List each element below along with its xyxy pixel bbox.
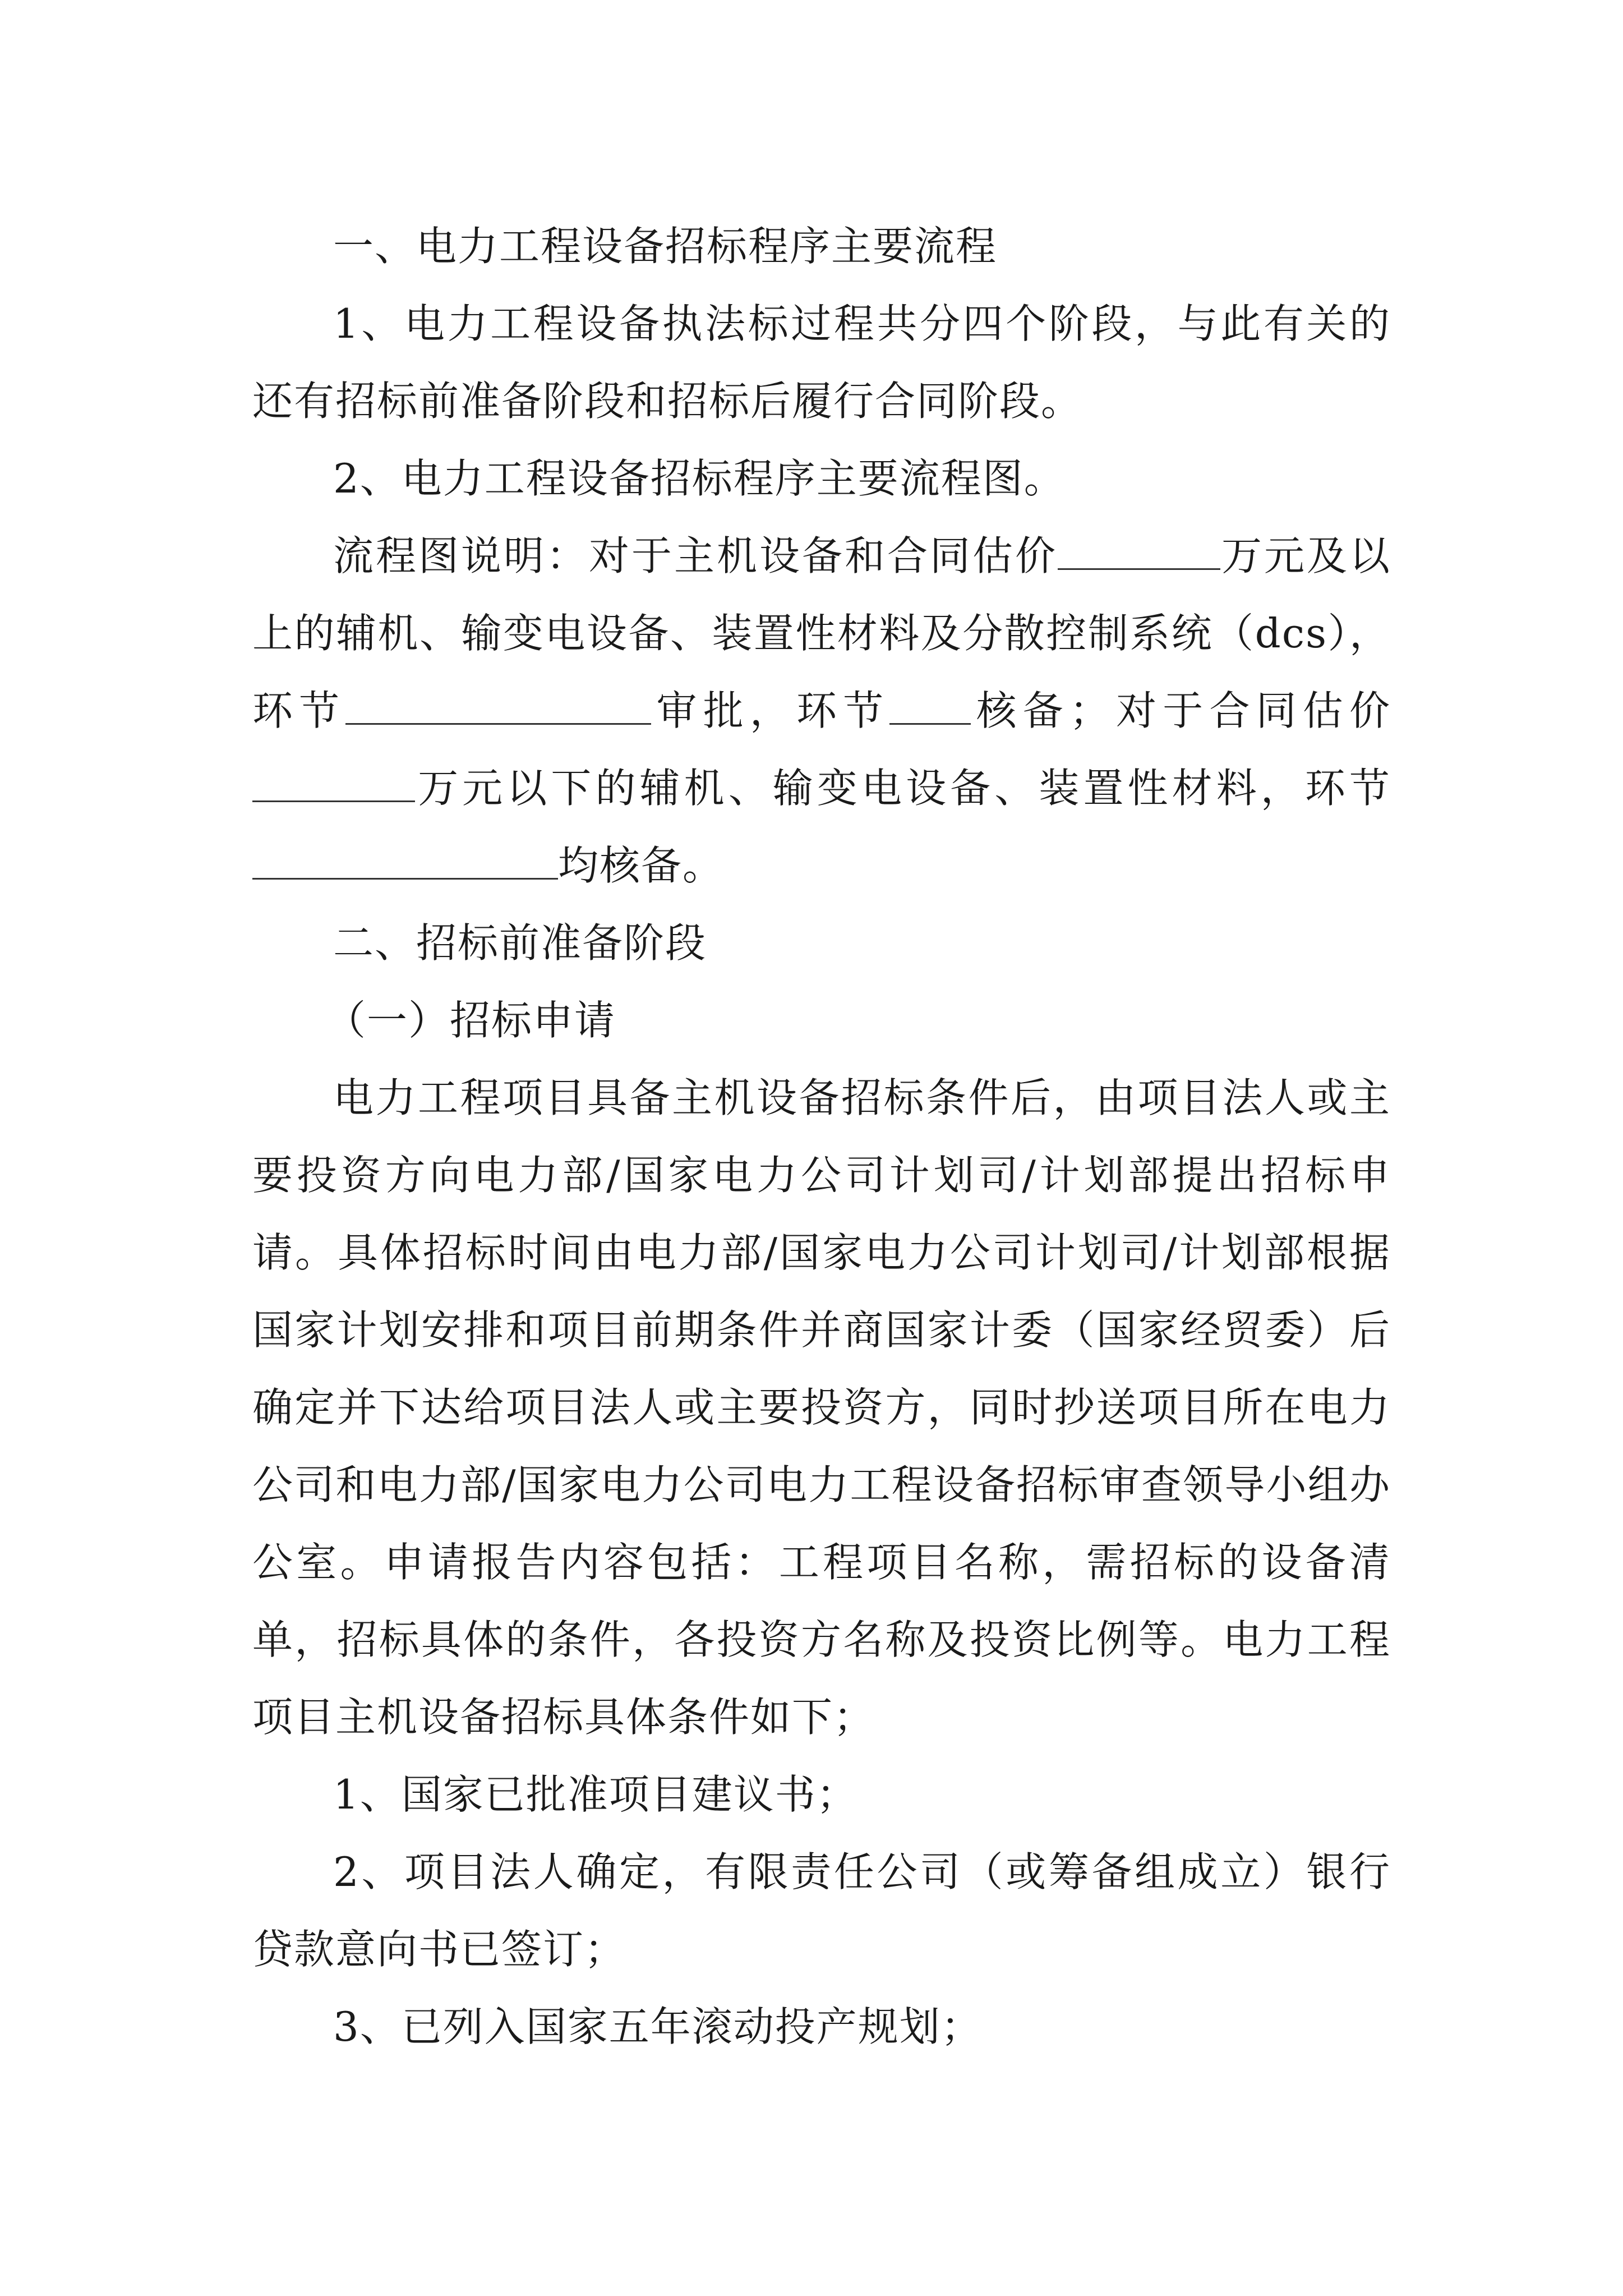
fill-blank bbox=[252, 767, 415, 802]
condition-item: 1、国家已批准项目建议书； bbox=[333, 1771, 858, 1818]
flowchart-note bbox=[252, 517, 1391, 904]
flow-note-text-4: 核备；对于合同估价 bbox=[971, 687, 1391, 734]
fill-blank bbox=[252, 844, 558, 880]
document-page bbox=[252, 208, 1391, 2065]
fill-blank bbox=[1058, 535, 1220, 570]
flow-note-text-5: 万元以下的辅机、输变电设备、装置性材料，环节 bbox=[415, 765, 1391, 812]
fill-blank bbox=[889, 689, 971, 725]
flow-note-text-2: 万元及以上的辅机、输变电设备、装置性材料及分散控制系统（dcs），环节 bbox=[252, 532, 1391, 734]
section-heading-1: 一、电力工程设备招标程序主要流程 bbox=[333, 223, 998, 270]
fill-blank bbox=[345, 689, 651, 725]
flow-note-text-1: 流程图说明：对于主机设备和合同估价 bbox=[333, 532, 1058, 579]
flow-note-text-6: 均核备。 bbox=[558, 842, 725, 889]
body-paragraph: 电力工程项目具备主机设备招标条件后，由项目法人或主要投资方向电力部/国家电力公司计划司/计划部提出招标申请。具体招标时间由电力部/国家电力公司计划司/计划部根据国家计划安排和项目前期条件并商国家计委（国家经贸委）后确定并下达给项目法人或主要投资方，同时抄送项目所在电力公司和电力部/国家电力公司电力工程设备招标审查领导小组办公室。申请报告内容包括：工程项目名称，需招标的设备清单，招标具体的条件，各投资方名称及投资比例等。电力工程项目主机设备招标具体条件如下； bbox=[252, 1074, 1391, 1741]
subsection-heading: （一）招标申请 bbox=[325, 997, 616, 1044]
section-heading-2: 二、招标前准备阶段 bbox=[333, 919, 707, 967]
condition-item: 3、已列入国家五年滚动投产规划； bbox=[333, 2003, 983, 2050]
flow-note-text-3: 审批，环节 bbox=[651, 687, 890, 734]
item-1: 1、电力工程设备执法标过程共分四个阶段，与此有关的还有招标前准备阶段和招标后履行合同阶段。 bbox=[252, 300, 1391, 425]
item-2: 2、电力工程设备招标程序主要流程图。 bbox=[333, 455, 1066, 502]
condition-item: 2、项目法人确定，有限责任公司（或筹备组成立）银行贷款意向书已签订； bbox=[252, 1848, 1391, 1973]
